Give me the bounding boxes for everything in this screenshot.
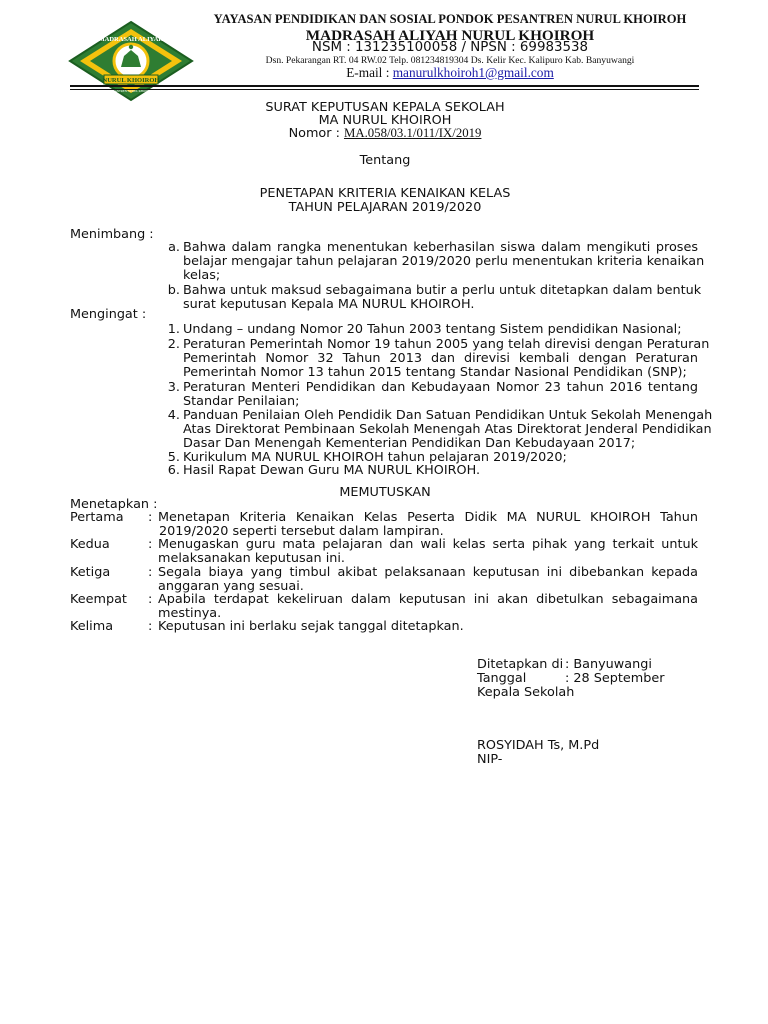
decree-label-pertama: Pertama	[70, 510, 124, 525]
text-line: Peraturan Menteri Pendidikan dan Kebudayaan Nomor 23 tahun 2016 tentang	[183, 380, 698, 395]
logo-banner-text: NURUL KHOIROH	[102, 77, 160, 84]
decree-colon: :	[148, 510, 153, 525]
school-address: Dsn. Pekarangan RT. 04 RW.02 Telp. 081234819304 Ds. Kelir Kec. Kalipuro Kab. Banyuwangi	[265, 55, 635, 66]
nomor-label: Nomor :	[288, 126, 344, 141]
mengingat-item-2	[183, 337, 710, 381]
email-link[interactable]: manurulkhoiroh1@gmail.com	[392, 65, 554, 80]
text-line: surat keputusan Kepala MA NURUL KHOIROH.	[183, 297, 475, 313]
mengingat-mark-5: 5.	[167, 450, 180, 465]
text-line: 2019/2020 seperti tersebut dalam lampiran.	[159, 524, 444, 540]
text-line: Atas Direktorat Pembinaan Sekolah Menengah Atas Direktorat Jenderal Pendidikan	[183, 422, 712, 438]
email-label: E-mail :	[346, 65, 393, 80]
text-line: anggaran yang sesuai.	[158, 579, 304, 595]
text-line: Standar Penilaian;	[183, 394, 300, 410]
decree-colon: :	[148, 537, 153, 552]
mengingat-item-3	[183, 381, 698, 409]
decree-item-ketiga	[158, 566, 698, 594]
header-rule-thick	[70, 85, 699, 87]
decree-item-kelima	[158, 620, 698, 634]
mengingat-item-6	[183, 464, 698, 478]
foundation-name: YAYASAN PENDIDIKAN DAN SOSIAL PONDOK PESANTREN NURUL KHOIROH	[213, 12, 687, 26]
school-name: MADRASAH ALIYAH NURUL KHOIROH	[305, 27, 595, 44]
decree-number	[70, 126, 700, 141]
decree-label-kelima: Kelima	[70, 619, 114, 634]
nomor-value: MA.058/03.1/011/IX/2019	[343, 126, 482, 140]
menimbang-mark-b: b.	[167, 283, 180, 298]
decree-item-kedua	[158, 538, 698, 566]
subject-line-2: TAHUN PELAJARAN 2019/2020	[288, 200, 482, 215]
decree-colon: :	[148, 619, 153, 634]
text-line: Dasar Dan Menengah Kementerian Pendidikan Dan Kebudayaan 2017;	[183, 436, 636, 452]
text-line: mestinya.	[158, 606, 222, 622]
memutuskan-heading: MEMUTUSKAN	[339, 485, 431, 500]
text-line: Peraturan Pemerintah Nomor 19 tahun 2005 yang telah direvisi dengan Peraturan	[183, 337, 710, 352]
mengingat-label: Mengingat :	[70, 307, 147, 322]
signature-date-label: Tanggal	[477, 671, 527, 686]
mengingat-mark-6: 6.	[167, 463, 180, 478]
tentang-heading: Tentang	[359, 153, 411, 168]
text-line: Undang – undang Nomor 20 Tahun 2003 tentang Sistem pendidikan Nasional;	[183, 322, 682, 337]
text-line: belajar mengajar tahun pelajaran 2019/2020 perlu menentukan kriteria kenaikan	[183, 254, 705, 270]
decree-colon: :	[148, 592, 153, 607]
text-line: Bahwa untuk maksud sebagaimana butir a perlu untuk ditetapkan dalam bentuk	[183, 283, 702, 298]
header-rule-thin	[70, 89, 699, 90]
logo-ring-text-bottom: PESANTREN NURUL KHOIROH	[109, 89, 153, 93]
text-line: kelas;	[183, 268, 221, 284]
text-line: Menugaskan guru mata pelajaran dan wali kelas serta pihak yang terkait untuk	[158, 537, 698, 552]
text-line: Pemerintah Nomor 13 tahun 2015 tentang Standar Nasional Pendidikan (SNP);	[183, 365, 687, 381]
text-line: melaksanakan keputusan ini.	[158, 551, 345, 567]
decree-colon: :	[148, 565, 153, 580]
text-line: Hasil Rapat Dewan Guru MA NURUL KHOIROH.	[183, 463, 481, 478]
signature-date-value: : 28 September	[565, 671, 665, 686]
decree-label-keempat: Keempat	[70, 592, 127, 607]
text-line: Bahwa dalam rangka menentukan keberhasilan siswa dalam mengikuti proses	[183, 240, 698, 255]
text-line: Apabila terdapat kekeliruan dalam keputusan ini akan dibetulkan sebagaimana	[158, 592, 698, 607]
subject-line-1: PENETAPAN KRITERIA KENAIKAN KELAS	[259, 186, 511, 201]
text-line: Panduan Penilaian Oleh Pendidik Dan Satuan Pendidikan Untuk Sekolah Menengah	[183, 408, 713, 423]
text-line: Pemerintah Nomor 32 Tahun 2013 dan direvisi kembali dengan Peraturan	[183, 351, 698, 367]
menimbang-item-b	[183, 283, 702, 313]
email-line	[190, 65, 710, 81]
decree-item-pertama	[158, 511, 698, 539]
signatory-nip: NIP-	[477, 752, 503, 767]
logo-ring-text-top: MADRASAH ALIYAH	[98, 36, 164, 43]
menimbang-label: Menimbang :	[70, 227, 154, 242]
signature-role: Kepala Sekolah	[477, 685, 575, 700]
mengingat-item-4	[183, 408, 713, 452]
menimbang-mark-a: a.	[168, 240, 180, 255]
mengingat-mark-4: 4.	[167, 408, 180, 423]
text-line: Menetapan Kriteria Kenaikan Kelas Peserta Didik MA NURUL KHOIROH Tahun	[158, 510, 698, 525]
mengingat-mark-1: 1.	[167, 322, 180, 337]
signature-place-label: Ditetapkan di	[477, 657, 564, 672]
decree-title: SURAT KEPUTUSAN KEPALA SEKOLAH	[265, 100, 505, 115]
decree-label-ketiga: Ketiga	[70, 565, 111, 580]
decree-school: MA NURUL KHOIROH	[318, 113, 452, 128]
decree-item-keempat	[158, 593, 698, 621]
text-line: Kurikulum MA NURUL KHOIROH tahun pelajaran 2019/2020;	[183, 450, 567, 465]
mengingat-mark-2: 2.	[167, 337, 180, 352]
nsm-npsn: NSM : 131235100058 / NPSN : 69983538	[311, 40, 589, 55]
signatory-name: ROSYIDAH Ts, M.Pd	[477, 738, 600, 753]
signature-place-value: : Banyuwangi	[565, 657, 652, 672]
text-line: Keputusan ini berlaku sejak tanggal ditetapkan.	[158, 619, 464, 634]
mengingat-mark-3: 3.	[167, 380, 180, 395]
mengingat-item-1	[183, 323, 698, 337]
text-line: Segala biaya yang timbul akibat pelaksanaan keputusan ini dibebankan kepada	[158, 565, 698, 580]
menetapkan-label: Menetapkan :	[70, 497, 158, 512]
menimbang-item-a	[183, 240, 705, 284]
decree-label-kedua: Kedua	[70, 537, 110, 552]
